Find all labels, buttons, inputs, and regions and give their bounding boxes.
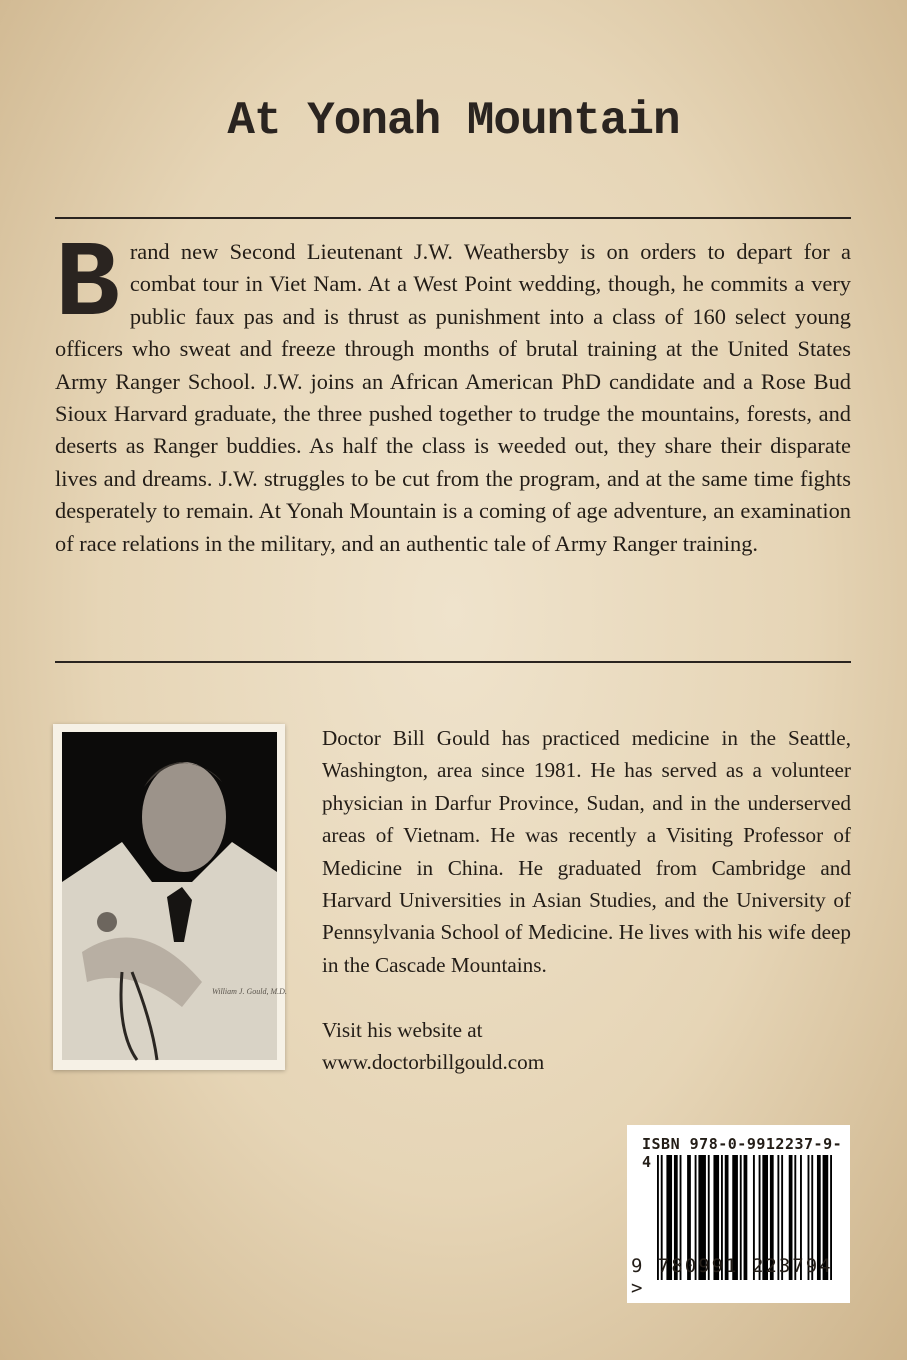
blurb-text: rand new Second Lieutenant J.W. Weathersby is on orders to depart for a combat tour in Viet Nam. At a West Point wedding, though, he commits a very public faux pas and is thrust as punishment into a class of 160 select young officers who sweat and freeze through months of brutal training at the United States Army Ranger School. J.W. joins an African American PhD candidate and a Rose Bud Sioux Harvard graduate, the three pushed together to trudge the mountains, forests, and deserts as Ranger buddies. As half the class is weeded out, they share their disparate lives and dreams. J.W. struggles to be cut from the program, and at the same time fights desperately to remain. At Yonah Mountain is a coming of age adventure, an examination of race relations in the military, and an authentic tale of Army Ranger training. xyxy=(55,239,851,556)
author-bio: Doctor Bill Gould has practiced medicine in the Seattle, Washington, area since 1981. He has served as a volunteer physician in Darfur Province, Sudan, and in the underserved areas of Vietnam. He was recently a Visiting Professor of Medicine in China. He graduated from Cambridge and Harvard Universities in Asian Studies, and the University of Pennsylvania School of Medicine. He lives with his wife deep in the Cascade Mountains. xyxy=(322,726,851,977)
isbn-text: ISBN 978-0-9912237-9-4 xyxy=(642,1135,843,1171)
author-photo-frame xyxy=(53,724,285,1070)
book-title: At Yonah Mountain xyxy=(227,95,680,147)
author-photo xyxy=(62,732,287,1060)
ean-digits: 9 780991 223794 > xyxy=(631,1255,833,1299)
website-block xyxy=(322,1014,544,1079)
isbn-barcode xyxy=(627,1125,850,1303)
website-link[interactable]: www.doctorbillgould.com xyxy=(322,1050,545,1075)
bottom-divider xyxy=(55,661,851,663)
drop-cap: B xyxy=(55,225,120,347)
book-blurb xyxy=(55,225,851,560)
visit-label: Visit his website at xyxy=(322,1018,483,1042)
top-divider xyxy=(55,217,851,219)
coat-signature: William J. Gould, M.D. xyxy=(212,987,287,996)
